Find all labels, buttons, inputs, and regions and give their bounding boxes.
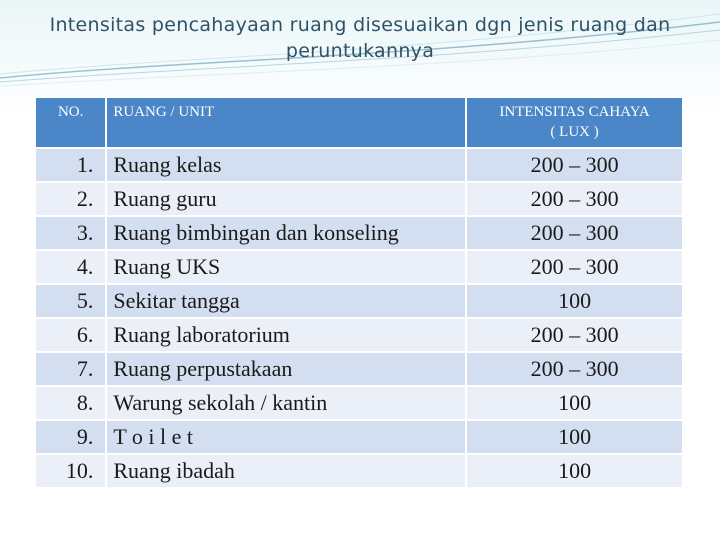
row-lux: 100 [467, 285, 682, 317]
table-row [36, 387, 682, 419]
row-lux: 200 – 300 [467, 319, 682, 351]
row-number: 3. [36, 217, 105, 249]
table-body [36, 149, 682, 487]
row-lux: 200 – 300 [467, 217, 682, 249]
row-room: Ruang bimbingan dan konseling [107, 217, 465, 249]
row-number: 1. [36, 149, 105, 181]
table-row [36, 217, 682, 249]
row-room: Ruang perpustakaan [107, 353, 465, 385]
table-row [36, 149, 682, 181]
lighting-intensity-table [34, 96, 684, 489]
table-row [36, 455, 682, 487]
lighting-table-container [36, 96, 684, 489]
row-number: 4. [36, 251, 105, 283]
row-number: 6. [36, 319, 105, 351]
row-room: Warung sekolah / kantin [107, 387, 465, 419]
row-room: Ruang UKS [107, 251, 465, 283]
header-lux-line2: ( LUX ) [550, 124, 599, 140]
row-room: Ruang kelas [107, 149, 465, 181]
row-lux: 200 – 300 [467, 353, 682, 385]
table-row [36, 319, 682, 351]
slide-title: Intensitas pencahayaan ruang disesuaikan dgn jenis ruang dan peruntukannya [49, 14, 671, 62]
table-row [36, 251, 682, 283]
header-lux-line1: INTENSITAS CAHAYA [499, 104, 650, 120]
row-room: T o i l e t [107, 421, 465, 453]
row-number: 5. [36, 285, 105, 317]
table-header-row [36, 98, 682, 147]
row-room: Ruang ibadah [107, 455, 465, 487]
row-room: Ruang guru [107, 183, 465, 215]
row-number: 10. [36, 455, 105, 487]
row-lux: 100 [467, 421, 682, 453]
row-lux: 200 – 300 [467, 251, 682, 283]
table-row [36, 421, 682, 453]
row-lux: 200 – 300 [467, 149, 682, 181]
table-row [36, 285, 682, 317]
table-row [36, 183, 682, 215]
row-room: Ruang laboratorium [107, 319, 465, 351]
row-number: 9. [36, 421, 105, 453]
row-number: 7. [36, 353, 105, 385]
header-lux [467, 98, 682, 147]
row-lux: 100 [467, 387, 682, 419]
row-lux: 200 – 300 [467, 183, 682, 215]
row-room: Sekitar tangga [107, 285, 465, 317]
header-no: NO. [36, 98, 105, 147]
row-number: 8. [36, 387, 105, 419]
table-row [36, 353, 682, 385]
row-number: 2. [36, 183, 105, 215]
row-lux: 100 [467, 455, 682, 487]
header-room: RUANG / UNIT [107, 98, 465, 147]
